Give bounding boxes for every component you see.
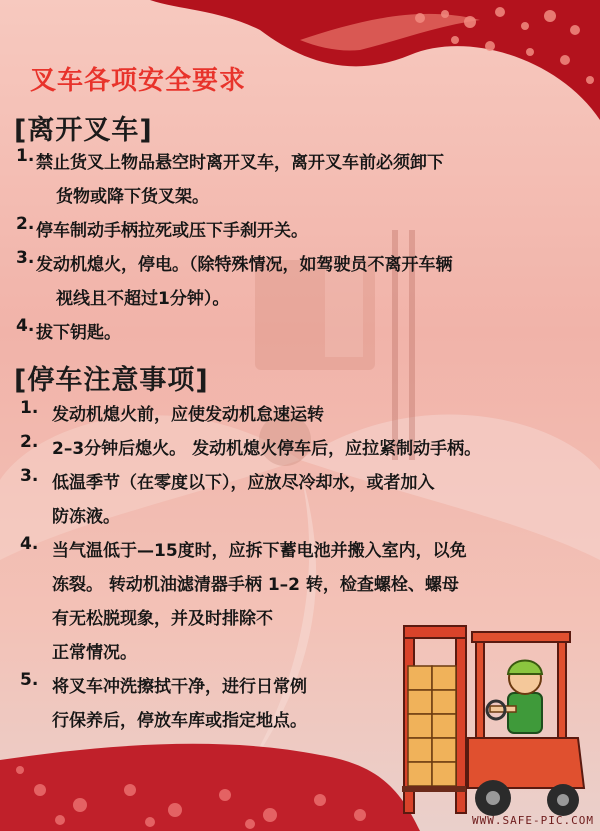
section-heading-leaving-forklift: [离开叉车] [14, 115, 153, 146]
item-number: 4. [16, 316, 35, 336]
item-number: 5. [20, 670, 39, 690]
item-text: 货物或降下货叉架。 [56, 187, 209, 207]
item-text: 有无松脱现象，并及时排除不 [52, 609, 273, 629]
item-number: 2. [20, 432, 39, 452]
item-text: 低温季节（在零度以下），应放尽冷却水，或者加入 [52, 473, 435, 493]
item-text: 将叉车冲洗擦拭干净，进行日常例 [52, 677, 307, 697]
list-item [16, 398, 481, 432]
item-number: 2. [16, 214, 35, 234]
leaving-forklift-list [16, 146, 576, 350]
forklift-driver [490, 661, 542, 734]
item-number: 3. [16, 248, 35, 268]
forklift-cartoon [398, 618, 588, 823]
item-text: 2–3分钟后熄火。 发动机熄火停车后，应拉紧制动手柄。 [52, 439, 482, 459]
list-item [16, 466, 481, 534]
poster-title: 叉车各项安全要求 [30, 66, 247, 96]
list-item [16, 248, 576, 316]
item-text: 正常情况。 [52, 643, 137, 663]
item-text: 行保养后，停放车库或指定地点。 [52, 711, 307, 731]
item-text: 防冻液。 [52, 507, 120, 527]
item-text: 当气温低于—15度时，应拆下蓄电池并搬入室内，以免 [52, 541, 467, 561]
item-text: 冻裂。 转动机油滤清器手柄 1–2 转，检查螺栓、螺母 [52, 575, 459, 595]
item-text: 视线且不超过1分钟）。 [56, 289, 230, 309]
item-text: 禁止货叉上物品悬空时离开叉车，离开叉车前必须卸下 [36, 153, 444, 173]
forklift-fork [402, 786, 466, 792]
list-item [16, 432, 481, 466]
item-number: 3. [20, 466, 39, 486]
item-number: 4. [20, 534, 39, 554]
item-number: 1. [20, 398, 39, 418]
cargo-boxes [408, 666, 456, 786]
section-heading-parking-notes: [停车注意事项] [14, 365, 209, 396]
list-item [16, 316, 576, 350]
item-text: 发动机熄火，停电。（除特殊情况，如驾驶员不离开车辆 [36, 255, 453, 275]
list-item [16, 146, 576, 214]
item-text: 停车制动手柄拉死或压下手刹开关。 [36, 221, 308, 241]
item-text: 发动机熄火前，应使发动机怠速运转 [52, 405, 324, 425]
item-number: 1. [16, 146, 35, 166]
site-watermark: WWW.SAFE-PIC.COM [472, 814, 594, 827]
list-item [16, 214, 576, 248]
item-text: 拔下钥匙。 [36, 323, 121, 343]
